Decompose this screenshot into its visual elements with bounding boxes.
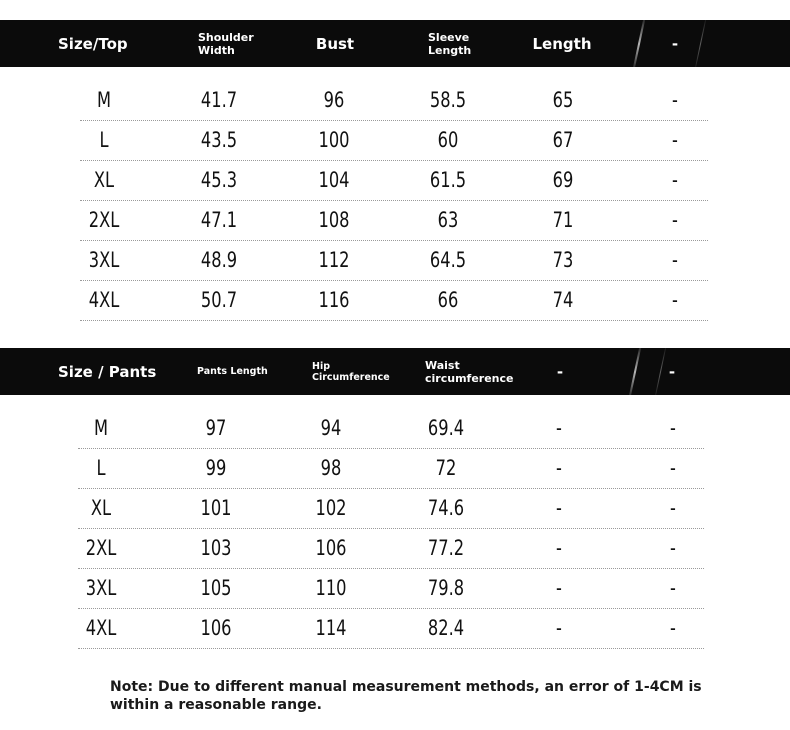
cell-hip: 102 — [315, 496, 347, 520]
cell-shoulder: 50.7 — [200, 288, 238, 312]
decorative-streak — [694, 20, 707, 67]
header-bust: Bust — [315, 34, 355, 53]
table-row — [78, 568, 704, 609]
cell-size: 2XL — [88, 208, 120, 232]
table-row — [78, 448, 704, 489]
cell-extra-1: - — [556, 536, 562, 560]
cell-hip: 94 — [320, 416, 342, 440]
cell-size: 4XL — [88, 288, 120, 312]
header-waist-circumference: Waist circumference — [425, 358, 514, 385]
cell-extra: - — [672, 128, 678, 152]
cell-size: M — [96, 88, 112, 112]
table-row — [78, 488, 704, 529]
cell-shoulder: 45.3 — [200, 168, 238, 192]
cell-extra: - — [672, 88, 678, 112]
table-row — [78, 608, 704, 649]
cell-extra-1: - — [556, 416, 562, 440]
cell-waist: 74.6 — [427, 496, 465, 520]
header-empty: - — [671, 34, 679, 53]
cell-bust: 104 — [318, 168, 350, 192]
decorative-streak — [628, 348, 642, 395]
cell-extra-1: - — [556, 576, 562, 600]
cell-length: 71 — [552, 208, 574, 232]
cell-sleeve: 64.5 — [429, 248, 467, 272]
cell-pants-length: 103 — [200, 536, 232, 560]
cell-extra-1: - — [556, 456, 562, 480]
cell-extra-2: - — [670, 416, 676, 440]
table-row — [80, 120, 708, 161]
cell-bust: 96 — [323, 88, 345, 112]
cell-shoulder: 47.1 — [200, 208, 238, 232]
table-row — [78, 528, 704, 569]
cell-waist: 69.4 — [427, 416, 465, 440]
table-row — [80, 200, 708, 241]
cell-size: 3XL — [85, 576, 117, 600]
header-empty-2: - — [668, 362, 676, 381]
cell-extra-2: - — [670, 576, 676, 600]
cell-extra-2: - — [670, 536, 676, 560]
cell-size: 2XL — [85, 536, 117, 560]
table-row — [78, 408, 704, 449]
cell-waist: 79.8 — [427, 576, 465, 600]
cell-sleeve: 66 — [437, 288, 459, 312]
header-empty-1: - — [556, 362, 564, 381]
cell-sleeve: 63 — [437, 208, 459, 232]
top-table-header — [0, 20, 790, 67]
cell-extra: - — [672, 248, 678, 272]
cell-pants-length: 97 — [205, 416, 227, 440]
cell-shoulder: 48.9 — [200, 248, 238, 272]
cell-size: L — [96, 456, 106, 480]
cell-extra-2: - — [670, 616, 676, 640]
cell-bust: 100 — [318, 128, 350, 152]
table-row — [80, 80, 708, 121]
cell-extra: - — [672, 208, 678, 232]
cell-hip: 114 — [315, 616, 347, 640]
header-length: Length — [532, 34, 592, 53]
cell-size: 3XL — [88, 248, 120, 272]
cell-bust: 112 — [318, 248, 350, 272]
cell-waist: 72 — [435, 456, 457, 480]
cell-length: 69 — [552, 168, 574, 192]
cell-sleeve: 58.5 — [429, 88, 467, 112]
cell-length: 65 — [552, 88, 574, 112]
cell-hip: 98 — [320, 456, 342, 480]
header-sleeve-length: Sleeve Length — [428, 30, 472, 57]
header-pants-length: Pants Length — [197, 366, 268, 377]
header-size-pants: Size / Pants — [58, 362, 157, 381]
cell-pants-length: 101 — [200, 496, 232, 520]
header-size-top: Size/Top — [58, 34, 128, 53]
cell-extra-1: - — [556, 616, 562, 640]
decorative-streak — [632, 20, 646, 67]
cell-bust: 116 — [318, 288, 350, 312]
cell-size: L — [99, 128, 109, 152]
cell-length: 73 — [552, 248, 574, 272]
cell-sleeve: 61.5 — [429, 168, 467, 192]
cell-pants-length: 99 — [205, 456, 227, 480]
cell-shoulder: 43.5 — [200, 128, 238, 152]
cell-size: M — [93, 416, 109, 440]
cell-waist: 77.2 — [427, 536, 465, 560]
cell-sleeve: 60 — [437, 128, 459, 152]
header-hip-circumference: Hip Circumference — [312, 360, 390, 383]
cell-extra-2: - — [670, 496, 676, 520]
table-row — [80, 160, 708, 201]
cell-length: 67 — [552, 128, 574, 152]
cell-extra: - — [672, 288, 678, 312]
cell-bust: 108 — [318, 208, 350, 232]
measurement-note: Note: Due to different manual measurement methods, an error of 1-4CM is within a reasonable range. — [110, 679, 702, 713]
pants-table-header — [0, 348, 790, 395]
cell-size: XL — [93, 168, 115, 192]
table-row — [80, 280, 708, 321]
cell-extra: - — [672, 168, 678, 192]
cell-size: XL — [90, 496, 112, 520]
cell-pants-length: 105 — [200, 576, 232, 600]
cell-extra-1: - — [556, 496, 562, 520]
cell-length: 74 — [552, 288, 574, 312]
table-row — [80, 240, 708, 281]
cell-waist: 82.4 — [427, 616, 465, 640]
cell-extra-2: - — [670, 456, 676, 480]
header-shoulder-width: Shoulder Width — [198, 30, 254, 57]
cell-pants-length: 106 — [200, 616, 232, 640]
cell-shoulder: 41.7 — [200, 88, 238, 112]
cell-size: 4XL — [85, 616, 117, 640]
cell-hip: 110 — [315, 576, 347, 600]
cell-hip: 106 — [315, 536, 347, 560]
